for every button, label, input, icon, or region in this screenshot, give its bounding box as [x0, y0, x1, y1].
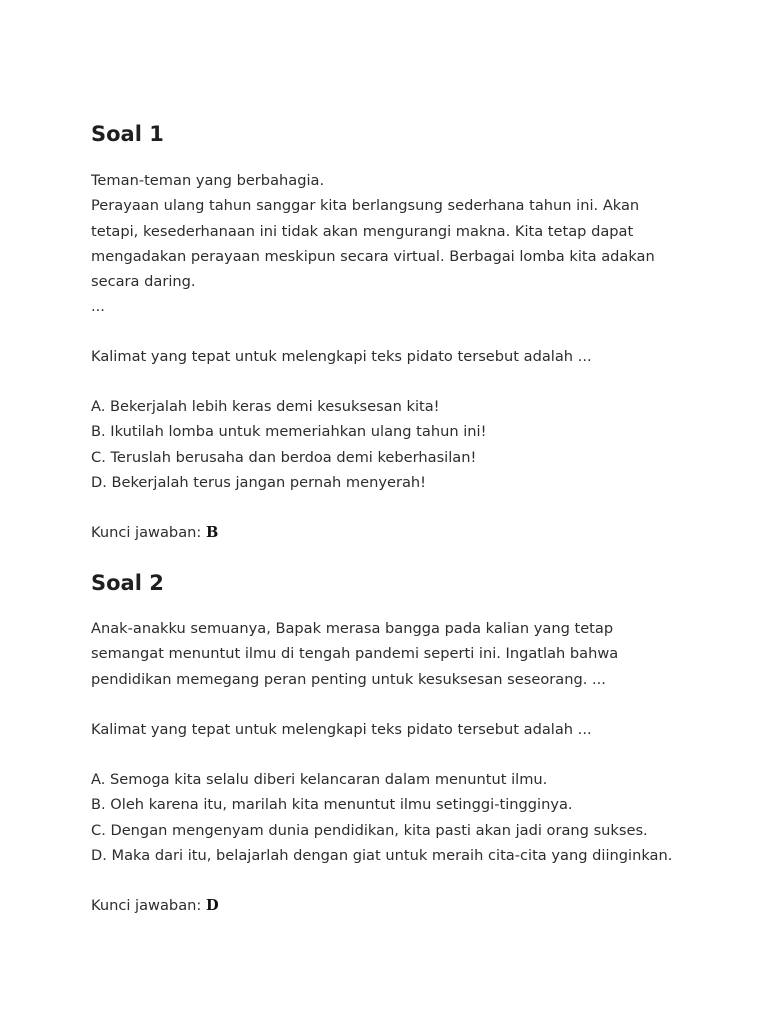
question-2-title: Soal 2 — [91, 571, 164, 595]
question-2-answer-key — [91, 893, 219, 918]
passage-line: Anak-anakku semuanya, Bapak merasa bangga pada kalian yang tetap — [91, 620, 614, 637]
answer-key-value: D — [205, 897, 219, 914]
option-d: D. Maka dari itu, belajarlah dengan giat untuk meraih cita-cita yang diinginkan. — [91, 846, 673, 864]
answer-key-value: B — [205, 524, 219, 541]
answer-key-label: Kunci jawaban: — [91, 524, 206, 541]
passage-line: tetapi, kesederhanaan ini tidak akan mengurangi makna. Kita tetap dapat — [91, 222, 634, 240]
option-b: B. Ikutilah lomba untuk memeriahkan ulang tahun ini! — [91, 423, 487, 441]
passage-ellipsis: ... — [91, 298, 105, 316]
prompt-text: Kalimat yang tepat untuk melengkapi teks pidato tersebut adalah ... — [91, 348, 592, 365]
option-a: A. Semoga kita selalu diberi kelancaran dalam menuntut ilmu. — [91, 771, 548, 788]
answer-key-label: Kunci jawaban: — [91, 897, 206, 914]
passage-line: secara daring. — [91, 273, 196, 291]
question-2-prompt — [91, 717, 592, 742]
passage-line: Teman-teman yang berbahagia. — [91, 172, 325, 189]
question-1-passage — [91, 168, 655, 320]
option-c: C. Teruslah berusaha dan berdoa demi keberhasilan! — [91, 448, 477, 466]
question-2-passage — [91, 616, 618, 692]
passage-line: pendidikan memegang peran penting untuk kesuksesan seseorang. ... — [91, 670, 606, 688]
passage-line: Perayaan ulang tahun sanggar kita berlangsung sederhana tahun ini. Akan — [91, 197, 640, 215]
passage-line: mengadakan perayaan meskipun secara virtual. Berbagai lomba kita adakan — [91, 247, 655, 265]
option-c: C. Dengan mengenyam dunia pendidikan, kita pasti akan jadi orang sukses. — [91, 821, 648, 839]
question-1-options — [91, 394, 486, 495]
option-d: D. Bekerjalah terus jangan pernah menyerah! — [91, 473, 427, 491]
question-1-answer-key — [91, 520, 218, 545]
question-1-title: Soal 1 — [91, 122, 164, 146]
option-b: B. Oleh karena itu, marilah kita menuntut ilmu setinggi-tingginya. — [91, 796, 573, 814]
question-1-prompt — [91, 344, 592, 369]
option-a: A. Bekerjalah lebih keras demi kesuksesan kita! — [91, 398, 440, 415]
question-2-options — [91, 767, 672, 868]
passage-line: semangat menuntut ilmu di tengah pandemi seperti ini. Ingatlah bahwa — [91, 645, 619, 663]
prompt-text: Kalimat yang tepat untuk melengkapi teks pidato tersebut adalah ... — [91, 721, 592, 738]
